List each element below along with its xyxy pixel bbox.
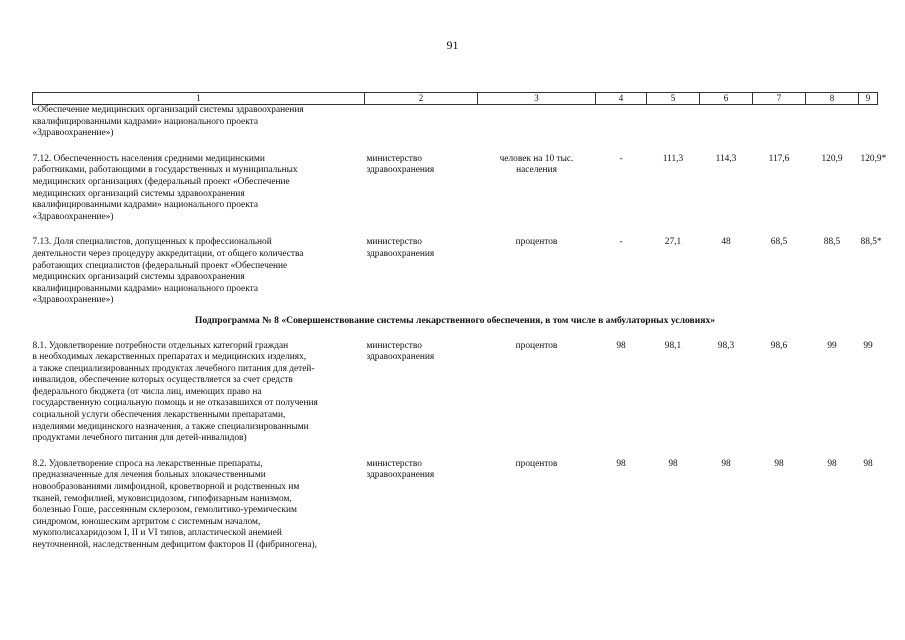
- column-number: 3: [478, 93, 596, 105]
- table-row: [33, 154, 878, 224]
- column-number: 7: [753, 93, 806, 105]
- value-cell: 88,5*: [860, 237, 882, 248]
- value-cell: 98: [721, 458, 731, 469]
- column-number-row: [33, 93, 878, 105]
- responsible-org: министерство здравоохранения: [366, 153, 435, 176]
- value-cell: 98: [774, 458, 784, 469]
- table-row: [33, 341, 878, 445]
- value-cell: 114,3: [715, 153, 737, 164]
- unit: человек на 10 тыс. населения: [499, 153, 574, 176]
- column-number: 2: [365, 93, 478, 105]
- table-row: [33, 237, 878, 307]
- column-number: 4: [596, 93, 647, 105]
- value-cell: 68,5: [770, 237, 788, 248]
- column-number: 9: [859, 93, 878, 105]
- value-cell: -: [619, 237, 623, 248]
- indicator-name: 8.2. Удовлетворение спроса на лекарственные препараты, предназначенные для лечения больных злокачественными новообразованиями лимфоидной, кроветворной и родственных им тканей, гемофилией, муковисцидозом, гипофизарным нанизмом, болезнью Гоше, рассеянным склерозом, гемолитико-уремическим синдромом, юношеским артритом с системным началом, мукополисахаридозом I, II и VI типов, апластической анемией неуточненной, наследственным дефицитом факторов II (фибриногена),: [32, 458, 318, 550]
- value-cell: 98: [616, 458, 626, 469]
- column-number: 6: [700, 93, 753, 105]
- indicator-name: 7.12. Обеспеченность населения средними медицинскими работниками, работающими в государственных и муниципальных медицинских организациях (федеральный проект «Обеспечение медицинских организаций системы здравоохранения квалифицированными кадрами» национального проекта «Здравоохранение»): [32, 153, 298, 222]
- column-number: 8: [806, 93, 859, 105]
- column-number: 1: [33, 93, 365, 105]
- page-number: 91: [446, 38, 459, 52]
- value-cell: 99: [863, 340, 873, 351]
- value-cell: 117,6: [768, 153, 790, 164]
- unit: процентов: [515, 458, 558, 469]
- value-cell: 98: [827, 458, 837, 469]
- value-cell: 120,9: [821, 153, 843, 164]
- responsible-org: министерство здравоохранения: [366, 237, 435, 259]
- responsible-org: министерство здравоохранения: [366, 458, 435, 481]
- indicator-name: 8.1. Удовлетворение потребности отдельных категорий граждан в необходимых лекарственных препаратах и медицинских изделиях, а также специализированных продуктах лечебного питания для детей- инвалидов, обеспечение которых осуществляется за счет средств федерального бюджета (от числа лиц, имеющих право на государственную социальную помощь и не отказавшихся от получения социальной услуги обеспечения лекарственными препаратами, изделиями медицинского назначения, а также специализированными продуктами лечебного питания для детей-инвалидов): [32, 340, 318, 444]
- value-cell: 27,1: [664, 237, 682, 248]
- table-row: [33, 459, 878, 552]
- table-row: [33, 105, 878, 140]
- value-cell: 98: [616, 340, 626, 351]
- value-cell: 98,3: [717, 340, 735, 351]
- unit: процентов: [515, 340, 558, 351]
- value-cell: 98: [863, 458, 873, 469]
- subprogram-heading-row: [33, 307, 878, 341]
- indicator-name: 7.13. Доля специалистов, допущенных к профессиональной деятельности через процедуру аккредитации, от общего количества работающих специалистов (федеральный проект «Обеспечение медицинских организаций системы здравоохранения квалифицированными кадрами» национального проекта «Здравоохранение»): [32, 237, 304, 306]
- unit: процентов: [515, 237, 558, 248]
- value-cell: 98,1: [664, 340, 682, 351]
- value-cell: 98: [668, 458, 678, 469]
- value-cell: 99: [827, 340, 837, 351]
- indicators-table: [32, 92, 887, 552]
- responsible-org: министерство здравоохранения: [366, 340, 435, 363]
- value-cell: 88,5: [823, 237, 841, 248]
- subprogram-heading: Подпрограмма № 8 «Совершенствование системы лекарственного обеспечения, в том числе в амбулаторных условиях»: [194, 314, 716, 326]
- value-cell: 48: [721, 237, 731, 248]
- column-number: 5: [647, 93, 700, 105]
- value-cell: -: [619, 153, 623, 164]
- value-cell: 120,9*: [860, 153, 887, 164]
- value-cell: 98,6: [770, 340, 788, 351]
- value-cell: 111,3: [662, 153, 684, 164]
- indicator-name: «Обеспечение медицинских организаций системы здравоохранения квалифицированными кадрами» национального проекта «Здравоохранение»): [32, 105, 304, 139]
